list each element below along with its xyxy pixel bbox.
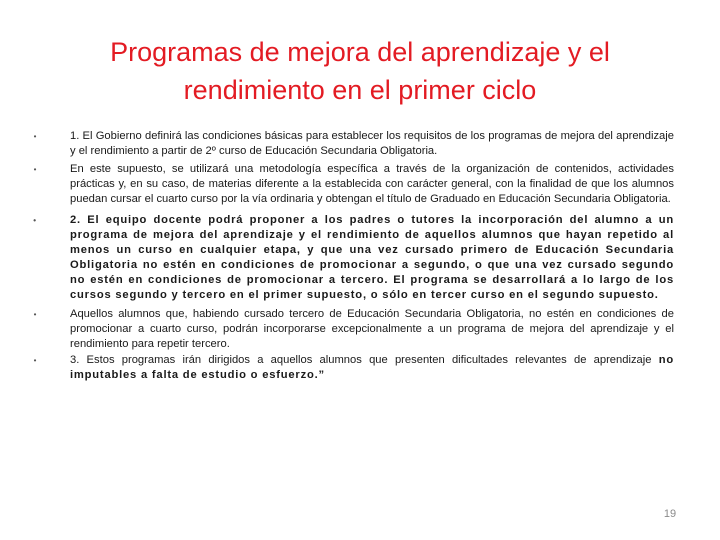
bullet-text: 1. El Gobierno definirá las condiciones básicas para establecer los requisitos de los programas de mejora del aprendizaje y el rendimiento a partir de 2º curso de Educación Secundaria Obligatoria. <box>70 130 674 157</box>
slide-title: Programas de mejora del aprendizaje y el rendimiento en el primer ciclo <box>110 37 610 105</box>
bullet-dot-icon: • <box>33 165 37 174</box>
page-number: 19 <box>663 508 677 520</box>
bullet-dot-icon: • <box>33 356 37 365</box>
bullet-dot-icon: • <box>33 132 37 141</box>
bullet-text-bold: no imputables a falta de estudio o esfuerzo.” <box>70 354 674 381</box>
bullet-dot-icon: • <box>33 216 37 225</box>
bullet-text: En este supuesto, se utilizará una metodología específica a través de la organización de contenidos, actividades prácticas y, en su caso, de materias diferente a la establecida con carácter general, con la finalidad de que los alumnos puedan cursar el cuarto curso por la vía ordinaria y obtengan el título de Graduado en Educación Secundaria Obligatoria. <box>70 163 674 205</box>
bullet-text-plain: 3. Estos programas irán dirigidos a aquellos alumnos que presenten dificultades relevantes de aprendizaje <box>70 354 659 366</box>
bullet-text: Aquellos alumnos que, habiendo cursado tercero de Educación Secundaria Obligatoria, no estén en condiciones de promocionar a cuarto curso, podrán incorporarse excepcionalmente a un programa de mejora del aprendizaje y el rendimiento para repetir tercero. <box>70 308 674 350</box>
bullet-dot-icon: • <box>33 310 37 319</box>
bullet-text: 2. El equipo docente podrá proponer a los padres o tutores la incorporación del alumno a un programa de mejora del aprendizaje y el rendimiento de aquellos alumnos que hayan repetido al menos un curso en cualquier etapa, y que una vez cursado primero de Educación Secundaria Obligatoria no estén en condiciones de promocionar a segundo, o que una vez cursado segundo no estén en condiciones de promocionar a tercero. El programa se desarrollará a lo largo de los cursos segundo y tercero en el primer supuesto, o sólo en tercer curso en el segundo supuesto. <box>70 214 674 301</box>
bullet-item-4 <box>30 307 674 352</box>
bullet-item-5 <box>30 353 674 383</box>
bullet-item-2 <box>30 162 674 207</box>
bullet-list <box>30 129 674 383</box>
bullet-item-1 <box>30 129 674 159</box>
bullet-item-3 <box>30 213 674 303</box>
